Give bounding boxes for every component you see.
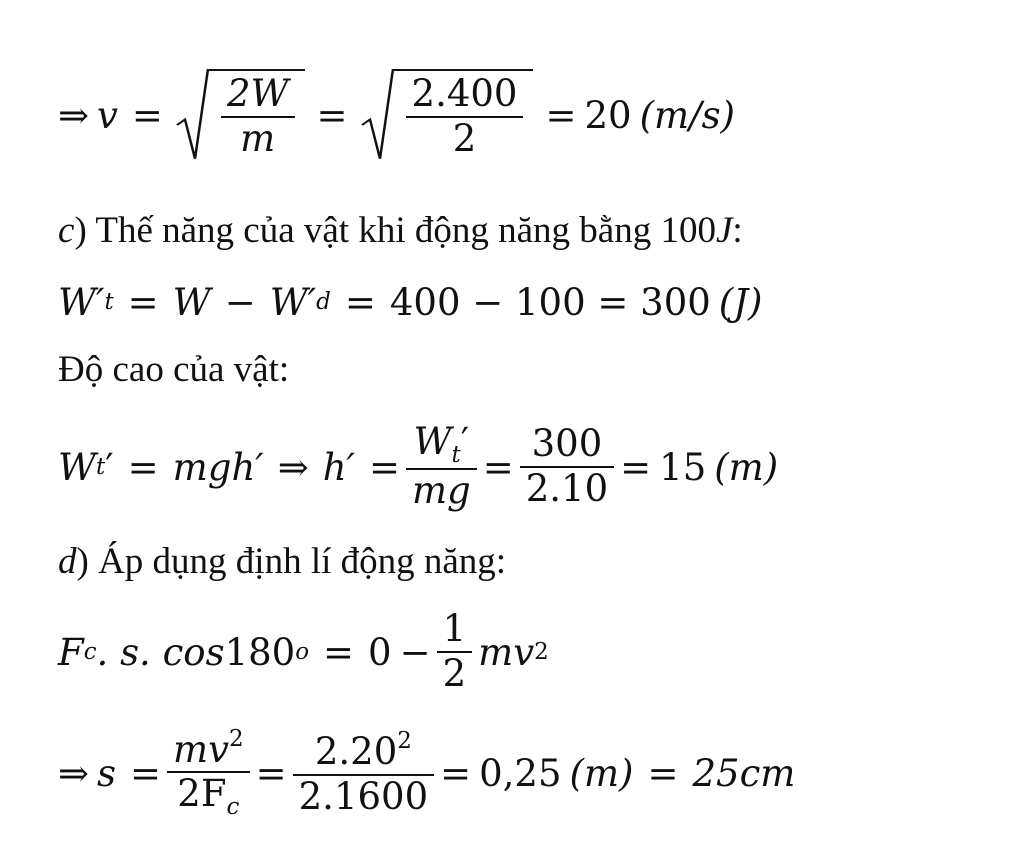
- equals-sign: =: [316, 93, 348, 137]
- section-d-text: ) Áp dụng định lí động năng:: [76, 540, 507, 582]
- degree-sup: o: [295, 639, 310, 665]
- energy-unit: (J): [718, 280, 763, 324]
- equals-sign: =: [127, 445, 159, 489]
- minus-sign: −: [399, 630, 431, 674]
- fraction-numerator: 2W: [226, 72, 289, 116]
- fraction-denominator: 2: [442, 652, 467, 695]
- square-sup: 2: [534, 639, 549, 665]
- radical-icon: [360, 69, 394, 160]
- fraction-numerator: 300: [531, 422, 603, 466]
- fraction-denominator: 2.10: [525, 467, 609, 510]
- equals-sign: =: [255, 751, 287, 795]
- height-unit: (m): [714, 445, 779, 489]
- equals-sign: =: [323, 630, 355, 674]
- radical-icon: [175, 69, 209, 160]
- equals-sign: =: [130, 751, 162, 795]
- minus-sign: −: [224, 280, 256, 324]
- implies-symbol: ⇒: [58, 93, 90, 137]
- subscript-c: c: [83, 639, 97, 665]
- distance-unit: (m): [569, 751, 634, 795]
- fraction-denominator: 2: [452, 117, 477, 160]
- implies-symbol: ⇒: [277, 445, 309, 489]
- equation-distance: [58, 718, 795, 828]
- height-heading: [58, 345, 289, 393]
- colon: :: [732, 209, 743, 251]
- fraction-wt-over-mg: [406, 421, 477, 513]
- fraction-denominator: 2.1600: [298, 774, 429, 818]
- angle-value: 180: [224, 630, 296, 674]
- section-c-heading: [58, 206, 743, 254]
- var-v: v: [97, 93, 118, 137]
- var-wt: W: [58, 445, 97, 489]
- fraction-one-half: [437, 608, 473, 695]
- equation-work-energy: [58, 602, 549, 702]
- sqrt-2: [360, 69, 534, 160]
- var-wd-prime: W′: [269, 280, 317, 324]
- fraction-denominator: m: [240, 117, 276, 160]
- label-c: c: [58, 209, 75, 251]
- unit-j: J: [715, 209, 733, 251]
- fraction-numerator: $W_t'$: [413, 420, 470, 469]
- height-result: 15: [659, 445, 707, 489]
- equals-sign: =: [344, 280, 376, 324]
- subscript-t: t: [104, 289, 114, 315]
- velocity-result: 20: [584, 93, 632, 137]
- equals-sign: =: [647, 751, 679, 795]
- subscript-t: t: [96, 454, 106, 480]
- velocity-unit: (m/s): [639, 93, 735, 137]
- var-f: F: [58, 630, 84, 674]
- equals-sign: =: [545, 93, 577, 137]
- label-d: d: [58, 540, 77, 582]
- section-d-heading: [58, 537, 506, 585]
- var-w: W: [172, 280, 211, 324]
- fraction-2w-over-m: [221, 73, 295, 160]
- distance-final: 25cm: [692, 751, 796, 795]
- var-s: s: [97, 751, 117, 795]
- distance-result: 0,25: [479, 751, 562, 795]
- subscript-d: d: [316, 289, 331, 315]
- height-heading-text: Độ cao của vật:: [58, 348, 290, 390]
- prime: ′: [105, 445, 114, 489]
- fraction-mv2-over-2fc: [167, 726, 250, 821]
- implies-symbol: ⇒: [58, 751, 90, 795]
- equation-velocity: [58, 45, 735, 185]
- fraction-2400-over-2: [406, 73, 524, 160]
- equals-sign: =: [620, 445, 652, 489]
- sqrt-1: [175, 69, 305, 160]
- var-mgh: mgh′: [172, 445, 264, 489]
- equals-sign: =: [482, 445, 514, 489]
- equation-height: [58, 412, 778, 522]
- zero: 0: [368, 630, 392, 674]
- s-cos: . s. cos: [96, 630, 225, 674]
- fraction-numerator: 1: [442, 607, 467, 651]
- energy-expression: 400 − 100 = 300: [389, 280, 711, 324]
- var-h: h′: [322, 445, 355, 489]
- equals-sign: =: [131, 93, 163, 137]
- fraction-numerator: 2.400: [411, 72, 518, 116]
- fraction-numerator: $mv^2$: [173, 725, 244, 771]
- fraction-300-over-210: [520, 423, 614, 510]
- fraction-denominator: mg: [411, 469, 471, 513]
- section-c-text: ) Thế năng của vật khi động năng bằng 100: [74, 209, 716, 251]
- fraction-denominator: $2F_c$: [177, 772, 240, 821]
- fraction-numerator: 2.20$^2$: [314, 727, 412, 773]
- var-mv: mv: [478, 630, 535, 674]
- equals-sign: =: [368, 445, 400, 489]
- equals-sign: =: [127, 280, 159, 324]
- equation-potential-energy: [58, 272, 762, 332]
- equals-sign: =: [440, 751, 472, 795]
- var-wt-prime: W′: [58, 280, 105, 324]
- fraction-220sq-over-21600: [293, 728, 434, 818]
